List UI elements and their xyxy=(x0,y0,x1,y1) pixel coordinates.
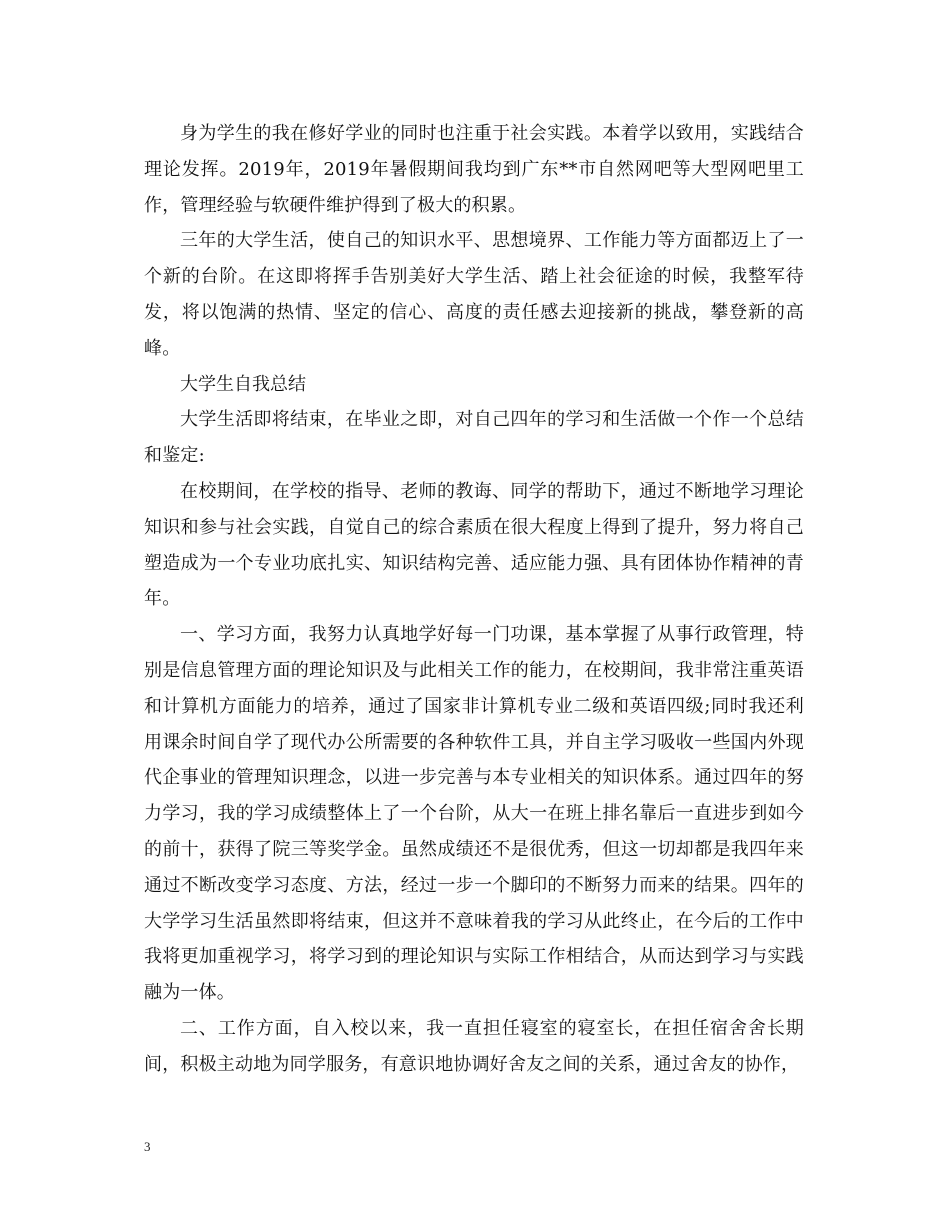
paragraph-study: 一、学习方面，我努力认真地学好每一门功课，基本掌握了从事行政管理，特别是信息管理方面的理论知识及与此相关工作的能力，在校期间，我非常注重英语和计算机方面能力的培养，通过了国家非计算机专业二级和英语四级;同时我还利用课余时间自学了现代办公所需要的各种软件工具，并自主学习吸收一些国内外现代企事业的管理知识理念，以进一步完善与本专业相关的知识体系。通过四年的努力学习，我的学习成绩整体上了一个台阶，从大一在班上排名靠后一直进步到如今的前十，获得了院三等奖学金。虽然成绩还不是很优秀，但这一切却都是我四年来通过不断改变学习态度、方法，经过一步一个脚印的不断努力而来的结果。四年的大学学习生活虽然即将结束，但这并不意味着我的学习从此终止，在今后的工作中我将更加重视学习，将学习到的理论知识与实际工作相结合，从而达到学习与实践融为一体。 xyxy=(144,624,804,1004)
paragraph-social-practice: 身为学生的我在修好学业的同时也注重于社会实践。本着学以致用，实践结合理论发挥。2019年，2019年暑假期间我均到广东**市自然网吧等大型网吧里工作，管理经验与软硬件维护得到了极大的积累。 xyxy=(144,123,804,216)
page-number: 3 xyxy=(144,1139,151,1154)
paragraph-work: 二、工作方面，自入校以来，我一直担任寝室的寝室长，在担任宿舍舍长期间，积极主动地为同学服务，有意识地协调好舍友之间的关系，通过舍友的协作， xyxy=(144,1017,804,1075)
paragraph-school-period: 在校期间，在学校的指导、老师的教诲、同学的帮助下，通过不断地学习理论知识和参与社会实践，自觉自己的综合素质在很大程度上得到了提升，努力将自己塑造成为一个专业功底扎实、知识结构完善、适应能力强、具有团体协作精神的青年。 xyxy=(144,480,804,610)
section-heading: 大学生自我总结 xyxy=(180,373,306,395)
document-body xyxy=(144,116,804,1083)
paragraph-three-years: 三年的大学生活，使自己的知识水平、思想境界、工作能力等方面都迈上了一个新的台阶。在这即将挥手告别美好大学生活、踏上社会征途的时候，我整军待发，将以饱满的热情、坚定的信心、高度的责任感去迎接新的挑战，攀登新的高峰。 xyxy=(144,230,804,359)
paragraph-intro: 大学生活即将结束，在毕业之即，对自己四年的学习和生活做一个作一个总结和鉴定: xyxy=(144,409,804,467)
